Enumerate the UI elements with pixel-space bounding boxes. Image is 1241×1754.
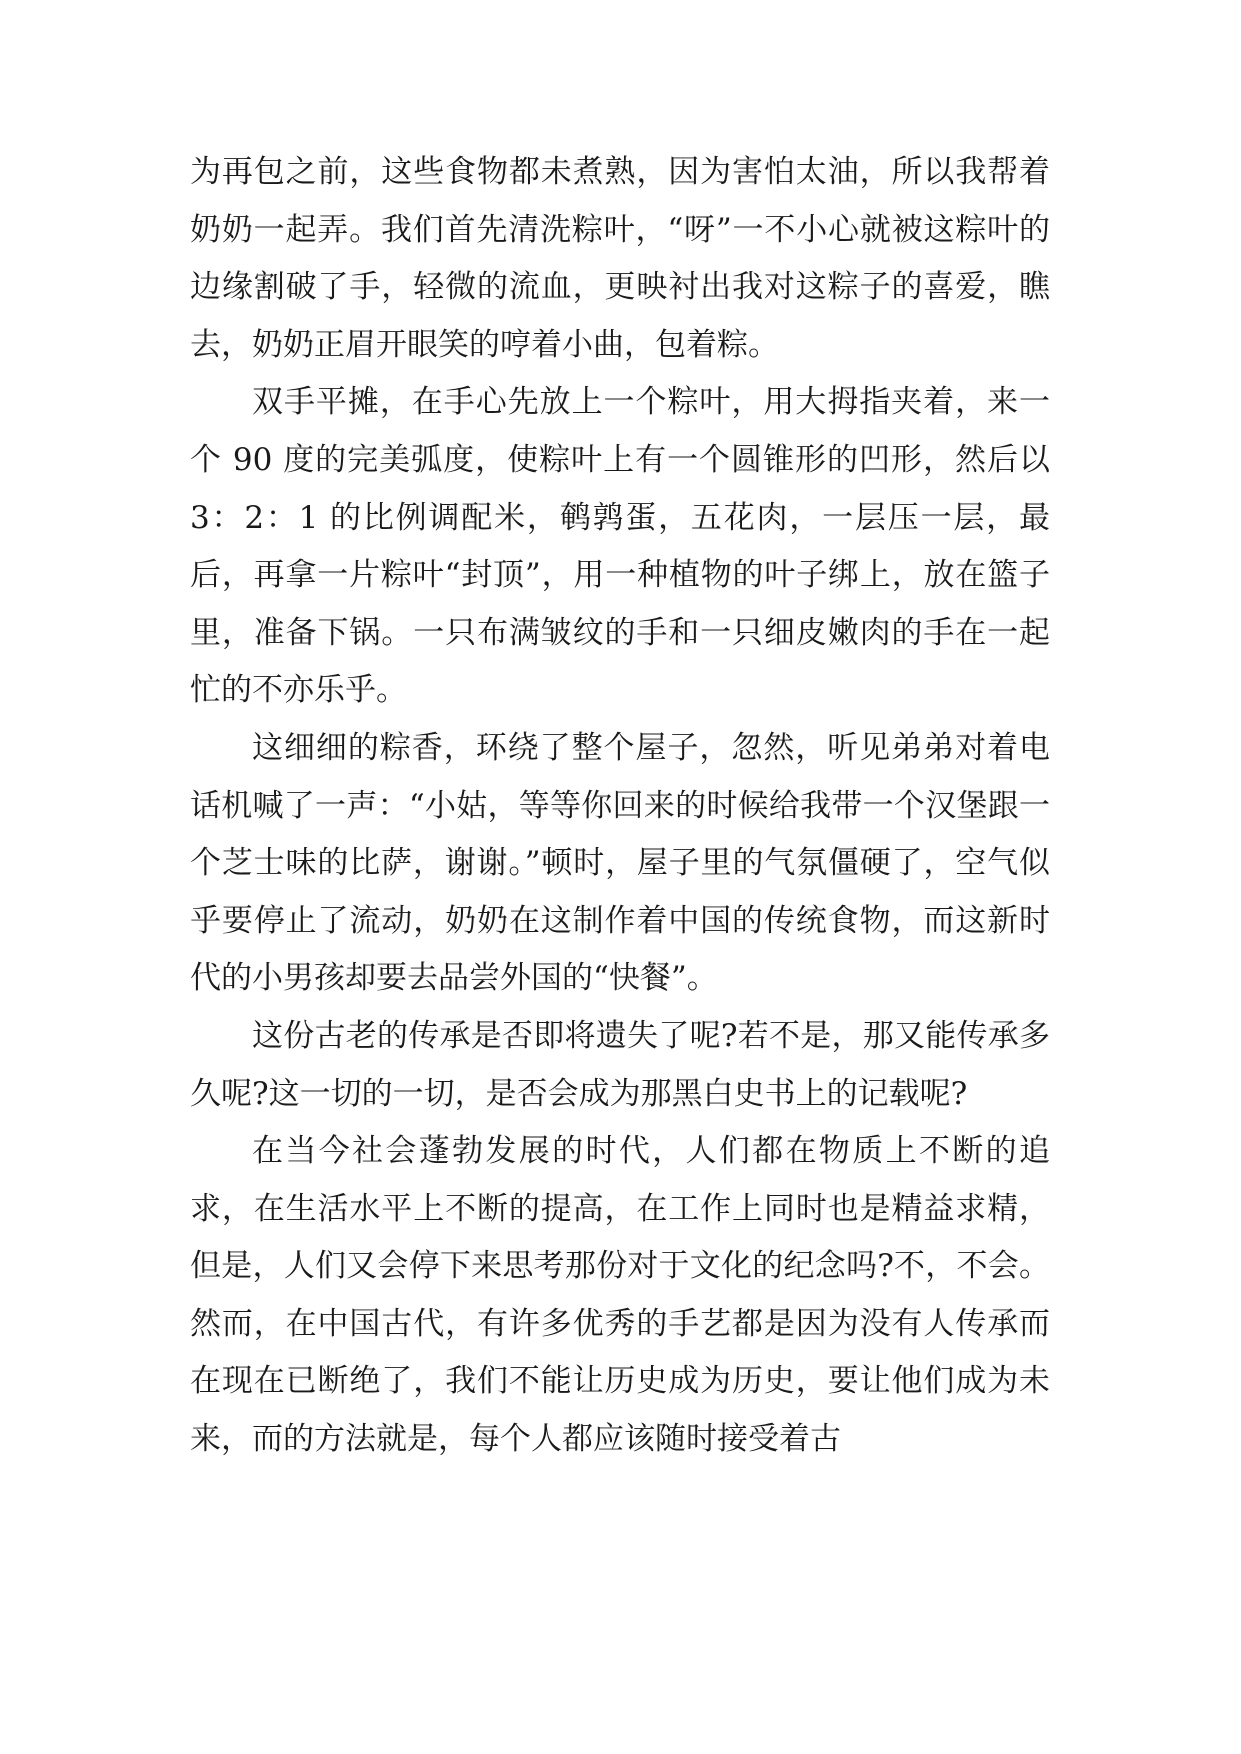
paragraph-4: 这份古老的传承是否即将遗失了呢?若不是，那又能传承多久呢?这一切的一切，是否会成为那黑白史书上的记载呢? <box>190 1017 1050 1112</box>
paragraph-3: 这细细的粽香，环绕了整个屋子，忽然，听见弟弟对着电话机喊了一声：“小姑，等等你回来的时候给我带一个汉堡跟一个芝士味的比萨，谢谢。”顿时，屋子里的气氛僵硬了，空气似乎要停止了流动，奶奶在这制作着中国的传统食物，而这新时代的小男孩却要去品尝外国的“快餐”。 <box>190 729 1050 997</box>
paragraph-2: 双手平摊，在手心先放上一个粽叶，用大拇指夹着，来一个 90 度的完美弧度，使粽叶上有一个圆锥形的凹形，然后以 3：2：1 的比例调配米，鹌鹑蛋，五花肉，一层压一层，最后，再拿一片粽叶“封顶”，用一种植物的叶子绑上，放在篮子里，准备下锅。一只布满皱纹的手和一只细皮嫩肉的手在一起忙的不亦乐乎。 <box>190 384 1050 709</box>
paragraph-1: 为再包之前，这些食物都未煮熟，因为害怕太油，所以我帮着奶奶一起弄。我们首先清洗粽叶，“呀”一不小心就被这粽叶的边缘割破了手，轻微的流血，更映衬出我对这粽子的喜爱，瞧去，奶奶正眉开眼笑的哼着小曲，包着粽。 <box>190 154 1050 363</box>
paragraph-5: 在当今社会蓬勃发展的时代，人们都在物质上不断的追求，在生活水平上不断的提高，在工作上同时也是精益求精，但是，人们又会停下来思考那份对于文化的纪念吗?不，不会。然而，在中国古代，有许多优秀的手艺都是因为没有人传承而在现在已断绝了，我们不能让历史成为历史，要让他们成为未来，而的方法就是，每个人都应该随时接受着古 <box>190 1133 1050 1458</box>
document-body <box>190 144 1050 1469</box>
